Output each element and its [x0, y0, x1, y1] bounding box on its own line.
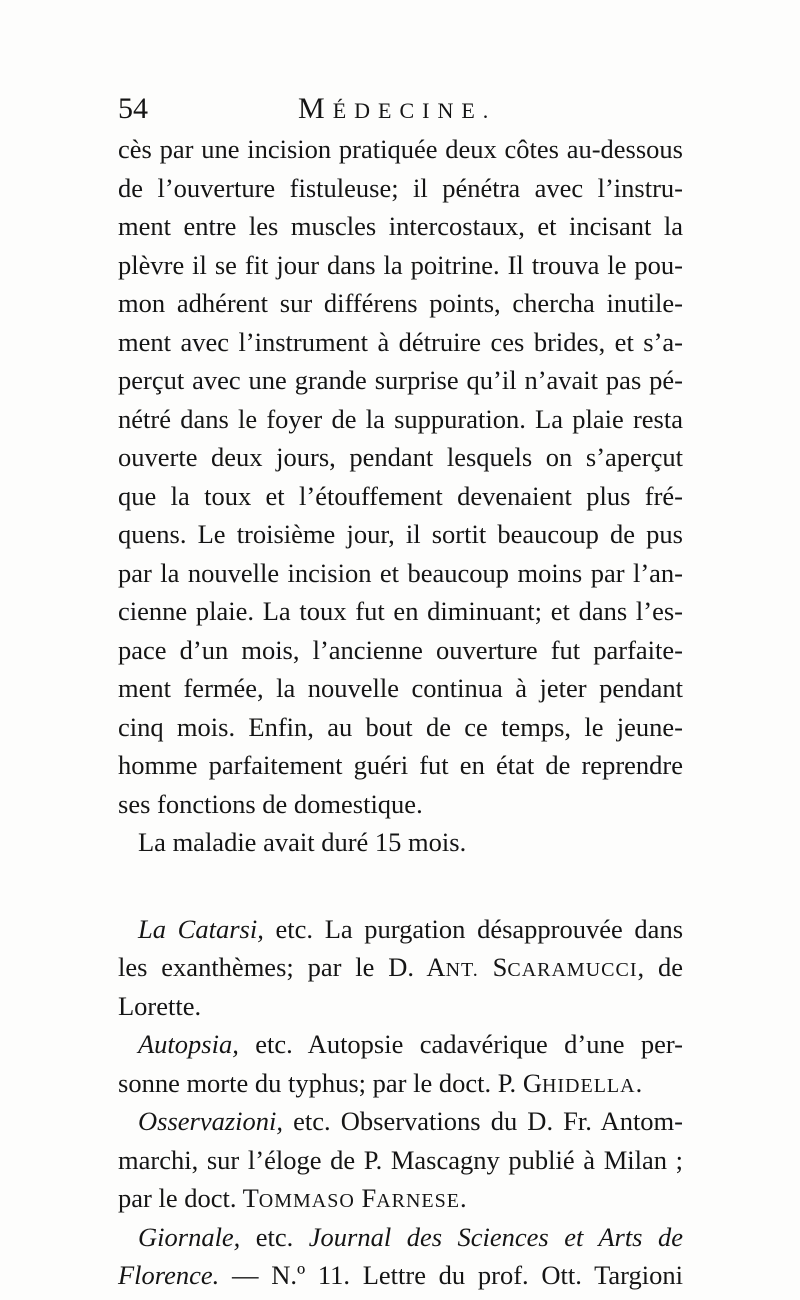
running-title: [298, 92, 496, 126]
text-line: ment avec l’instrument à détruire ces brides, et s’a-: [118, 326, 683, 357]
reference-catarsi-line-1: La Catarsi, etc. La purgation désapprouvée dans: [138, 913, 684, 944]
page-header: [118, 92, 683, 132]
page-text: [118, 130, 683, 1295]
text-line: quens. Le troisième jour, il sortit beaucoup de pus: [118, 519, 683, 549]
text-line: mon adhérent sur différens points, chercha inutile-: [118, 288, 683, 318]
reference-journal-title: Journal des Sciences et Arts de: [308, 1221, 683, 1252]
reference-autopsia-line-1: Autopsia, etc. Autopsie cadavérique d’une per-: [138, 1029, 683, 1059]
text-line: cienne plaie. La toux fut en diminuant; et dans l’es-: [118, 596, 683, 626]
text-line: de l’ouverture fistuleuse; il pénétra avec l’instru-: [118, 172, 683, 203]
closing-line: La maladie avait duré 15 mois.: [138, 827, 467, 857]
reference-osservazioni-line-2: marchi, sur l’éloge de P. Mascagny publié à Milan ;: [118, 1144, 683, 1175]
text-line: par la nouvelle incision et beaucoup moins par l’an-: [118, 557, 683, 588]
reference-title: Autopsia,: [138, 1029, 239, 1059]
text-line: ment entre les muscles intercostaux, et incisant la: [118, 211, 683, 241]
section-gap: [118, 862, 683, 910]
text-line: nétré dans le foyer de la suppuration. La plaie resta: [118, 403, 683, 434]
text-line: ses fonctions de domestique.: [118, 788, 423, 819]
text-line: ouverte deux jours, pendant lesquels on s’aperçut: [118, 442, 683, 472]
reference-catarsi-line-2: les exanthèmes; par le D. ANT. SCARAMUCCI, de: [118, 952, 683, 982]
text-line: cès par une incision pratiquée deux côtes au-dessous: [118, 134, 683, 164]
running-title-initial: M: [298, 92, 333, 125]
text-line: ment fermée, la nouvelle continua à jeter pendant: [118, 673, 683, 703]
reference-giornale-line-2: Florence. — N.º 11. Lettre du prof. Ott. Targioni: [118, 1260, 683, 1290]
reference-title: Giornale,: [138, 1221, 241, 1252]
reference-title: La Catarsi,: [138, 913, 264, 944]
author-name: TOMMASO FARNESE: [242, 1183, 460, 1213]
running-title-rest: ÉDECINE.: [332, 98, 497, 123]
text-line: plèvre il se fit jour dans la poitrine. Il trouva le pou-: [118, 249, 683, 280]
text-line: que la toux et l’étouffement devenaient plus fré-: [118, 480, 683, 511]
reference-giornale-line-1: Giornale, etc. Journal des Sciences et Arts de: [138, 1221, 683, 1252]
page-number: 54: [118, 92, 148, 125]
reference-autopsia-line-2: sonne morte du typhus; par le doct. P. GHIDELLA.: [118, 1067, 643, 1098]
text-line: perçut avec une grande surprise qu’il n’avait pas pé-: [118, 365, 683, 395]
author-name: ANT. SCARAMUCCI: [426, 952, 638, 982]
reference-osservazioni-line-1: Osservazioni, etc. Observations du D. Fr. Antom-: [138, 1106, 683, 1136]
text-line: homme parfaitement guéri fut en état de reprendre: [118, 750, 683, 780]
reference-catarsi-line-3: Lorette.: [118, 990, 202, 1021]
reference-title: Osservazioni,: [138, 1106, 284, 1136]
reference-osservazioni-line-3: par le doct. TOMMASO FARNESE.: [118, 1183, 467, 1213]
author-name: GHIDELLA: [522, 1067, 636, 1098]
reference-journal-title: Florence.: [118, 1260, 220, 1290]
text-line: pace d’un mois, l’ancienne ouverture fut parfaite-: [118, 634, 683, 665]
text-line: cinq mois. Enfin, au bout de ce temps, le jeune-: [118, 711, 683, 742]
